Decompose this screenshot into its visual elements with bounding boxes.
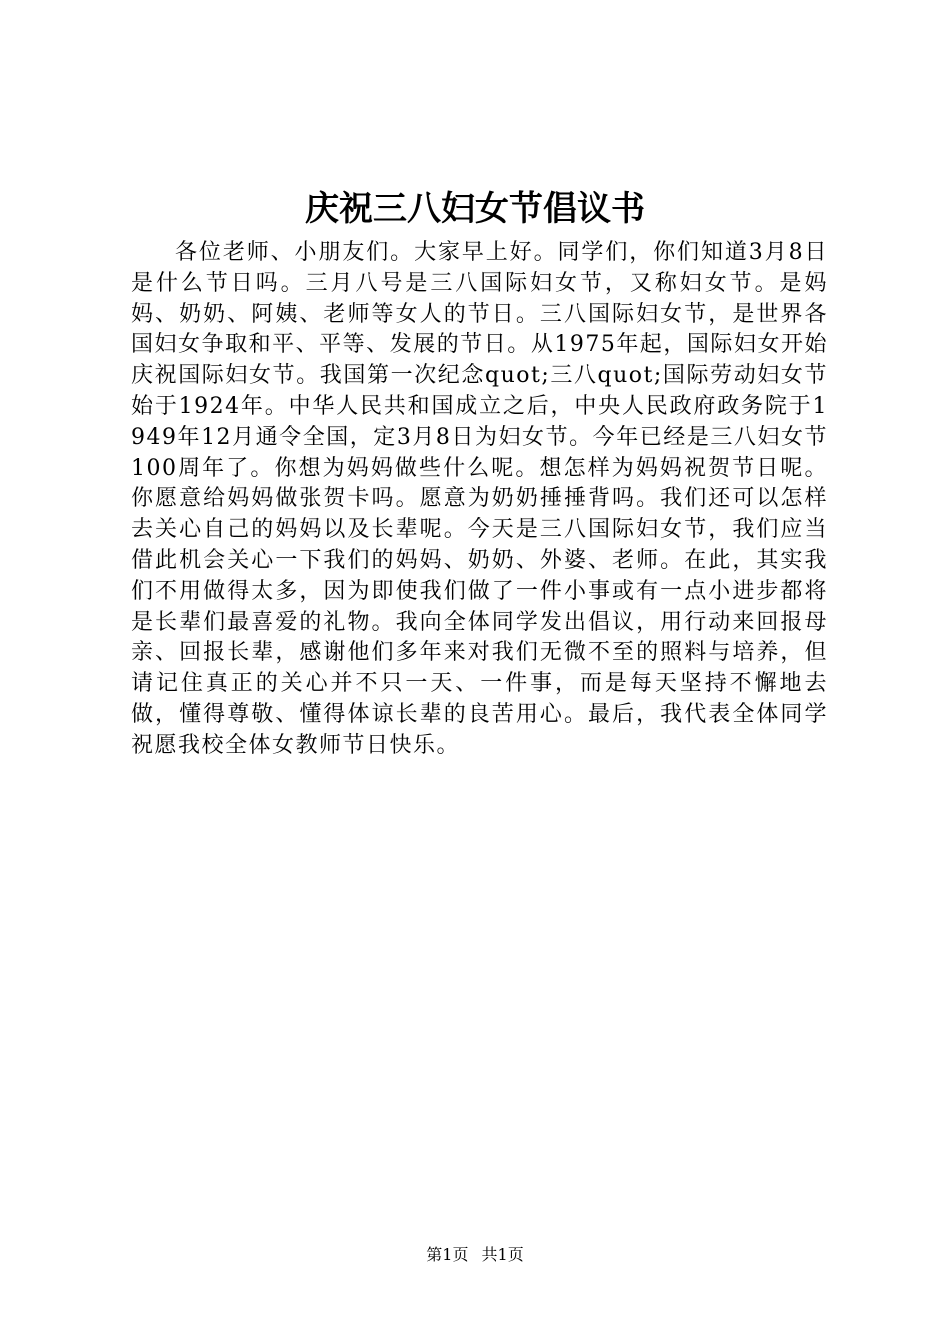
document-body: 各位老师、小朋友们。大家早上好。同学们，你们知道3月8日是什么节日吗。三月八号是三八国际妇女节，又称妇女节。是妈妈、奶奶、阿姨、老师等女人的节日。三八国际妇女节，是世界各国妇女争取和平、平等、发展的节日。从1975年起，国际妇女开始庆祝国际妇女节。我国第一次纪念quot;三八quot;国际劳动妇女节始于1924年。中华人民共和国成立之后，中央人民政府政务院于1949年12月通令全国，定3月8日为妇女节。今年已经是三八妇女节100周年了。你想为妈妈做些什么呢。想怎样为妈妈祝贺节日呢。你愿意给妈妈做张贺卡吗。愿意为奶奶捶捶背吗。我们还可以怎样去关心自己的妈妈以及长辈呢。今天是三八国际妇女节，我们应当借此机会关心一下我们的妈妈、奶奶、外婆、老师。在此，其实我们不用做得太多，因为即使我们做了一件小事或有一点小进步都将是长辈们最喜爱的礼物。我向全体同学发出倡议，用行动来回报母亲、回报长辈，感谢他们多年来对我们无微不至的照料与培养，但请记住真正的关心并不只一天、一件事，而是每天坚持不懈地去做，懂得尊敬、懂得体谅长辈的良苦用心。最后，我代表全体同学祝愿我校全体女教师节日快乐。 — [131, 240, 828, 758]
page-total: 共1页 — [481, 1245, 524, 1264]
page-footer — [0, 1244, 950, 1266]
document-title: 庆祝三八妇女节倡议书 — [305, 189, 645, 229]
page-number: 第1页 — [426, 1245, 469, 1264]
